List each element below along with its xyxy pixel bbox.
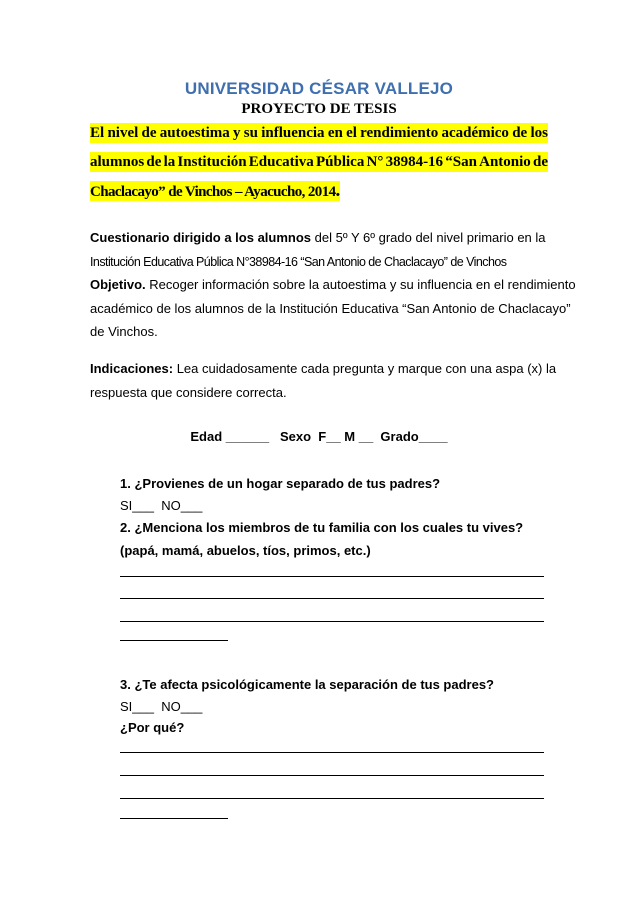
objective-line-2: académico de los alumnos de la Institución Educativa “San Antonio de Chaclacayo”	[90, 301, 571, 316]
university-heading: UNIVERSIDAD CÉSAR VALLEJO	[184, 79, 454, 98]
questionnaire-text: del 5º Y 6º grado del nivel primario en la	[311, 230, 546, 245]
question-3-answer[interactable]: SI___ NO___	[120, 699, 203, 714]
thesis-title-line-1	[90, 123, 548, 143]
student-fields-line[interactable]: Edad ______ Sexo F__ M __ Grado____	[190, 429, 448, 444]
instructions-line-1	[90, 360, 556, 378]
title-word: 38984-16	[385, 154, 444, 170]
project-heading: PROYECTO DE TESIS	[241, 101, 397, 117]
instructions-line-2: respuesta que considere correcta.	[90, 385, 287, 400]
title-word: rendimiento	[360, 125, 439, 141]
title-word: N°	[366, 154, 384, 170]
objective-line-1	[90, 276, 576, 294]
instructions-text: Lea cuidadosamente cada pregunta y marque con una aspa (x) la	[173, 361, 557, 376]
title-word: Pública	[316, 154, 365, 170]
title-word: Antonio	[479, 154, 531, 170]
title-word: y	[233, 125, 241, 141]
title-word: nivel	[107, 125, 139, 141]
title-word: de	[146, 154, 162, 170]
title-word: su	[243, 125, 258, 141]
thesis-title-line-3-text: Chaclacayo” de Vinchos – Ayacucho, 2014	[90, 184, 336, 200]
answer-line[interactable]	[120, 775, 544, 776]
objective-label: Objetivo.	[90, 277, 146, 292]
answer-line[interactable]	[120, 752, 544, 753]
thesis-title-line-3	[90, 181, 340, 201]
instructions-label: Indicaciones:	[90, 361, 174, 376]
title-word: El	[90, 125, 105, 141]
title-word: alumnos	[90, 154, 145, 170]
institution-line: Institución Educativa Pública N°38984-16 “San Antonio de Chaclacayo” de Vinchos	[90, 255, 507, 269]
answer-line[interactable]	[120, 640, 228, 641]
title-word: de	[533, 154, 548, 170]
thesis-title-line-2	[90, 152, 548, 172]
objective-text: Recoger información sobre la autoestima y su influencia en el rendimiento	[145, 277, 576, 292]
title-word: de	[141, 125, 157, 141]
question-1: 1. ¿Provienes de un hogar separado de tus padres?	[120, 476, 441, 491]
answer-line[interactable]	[120, 798, 544, 799]
title-word: los	[530, 125, 548, 141]
answer-line[interactable]	[120, 598, 544, 599]
title-word: la	[163, 154, 176, 170]
thesis-title-end-period: .	[335, 180, 341, 201]
title-word: académico	[441, 125, 509, 141]
question-3: 3. ¿Te afecta psicológicamente la separación de tus padres?	[120, 677, 494, 692]
title-word: “San	[445, 154, 477, 170]
question-1-answer[interactable]: SI___ NO___	[120, 498, 203, 513]
title-word: en	[327, 125, 343, 141]
answer-line[interactable]	[120, 818, 228, 819]
title-word: autoestima	[159, 125, 230, 141]
answer-line[interactable]	[120, 576, 544, 577]
question-3-why: ¿Por qué?	[120, 720, 185, 735]
objective-line-3: de Vinchos.	[90, 324, 158, 339]
questionnaire-label: Cuestionario dirigido a los alumnos	[90, 230, 312, 245]
questionnaire-target	[90, 229, 546, 247]
title-word: de	[512, 125, 528, 141]
title-word: el	[346, 125, 357, 141]
title-word: Institución	[177, 154, 247, 170]
title-word: Educativa	[248, 154, 314, 170]
question-2: 2. ¿Menciona los miembros de tu familia con los cuales tu vives?	[120, 520, 524, 535]
question-2-hint: (papá, mamá, abuelos, tíos, primos, etc.)	[120, 543, 371, 558]
title-word: influencia	[261, 125, 325, 141]
answer-line[interactable]	[120, 621, 544, 622]
